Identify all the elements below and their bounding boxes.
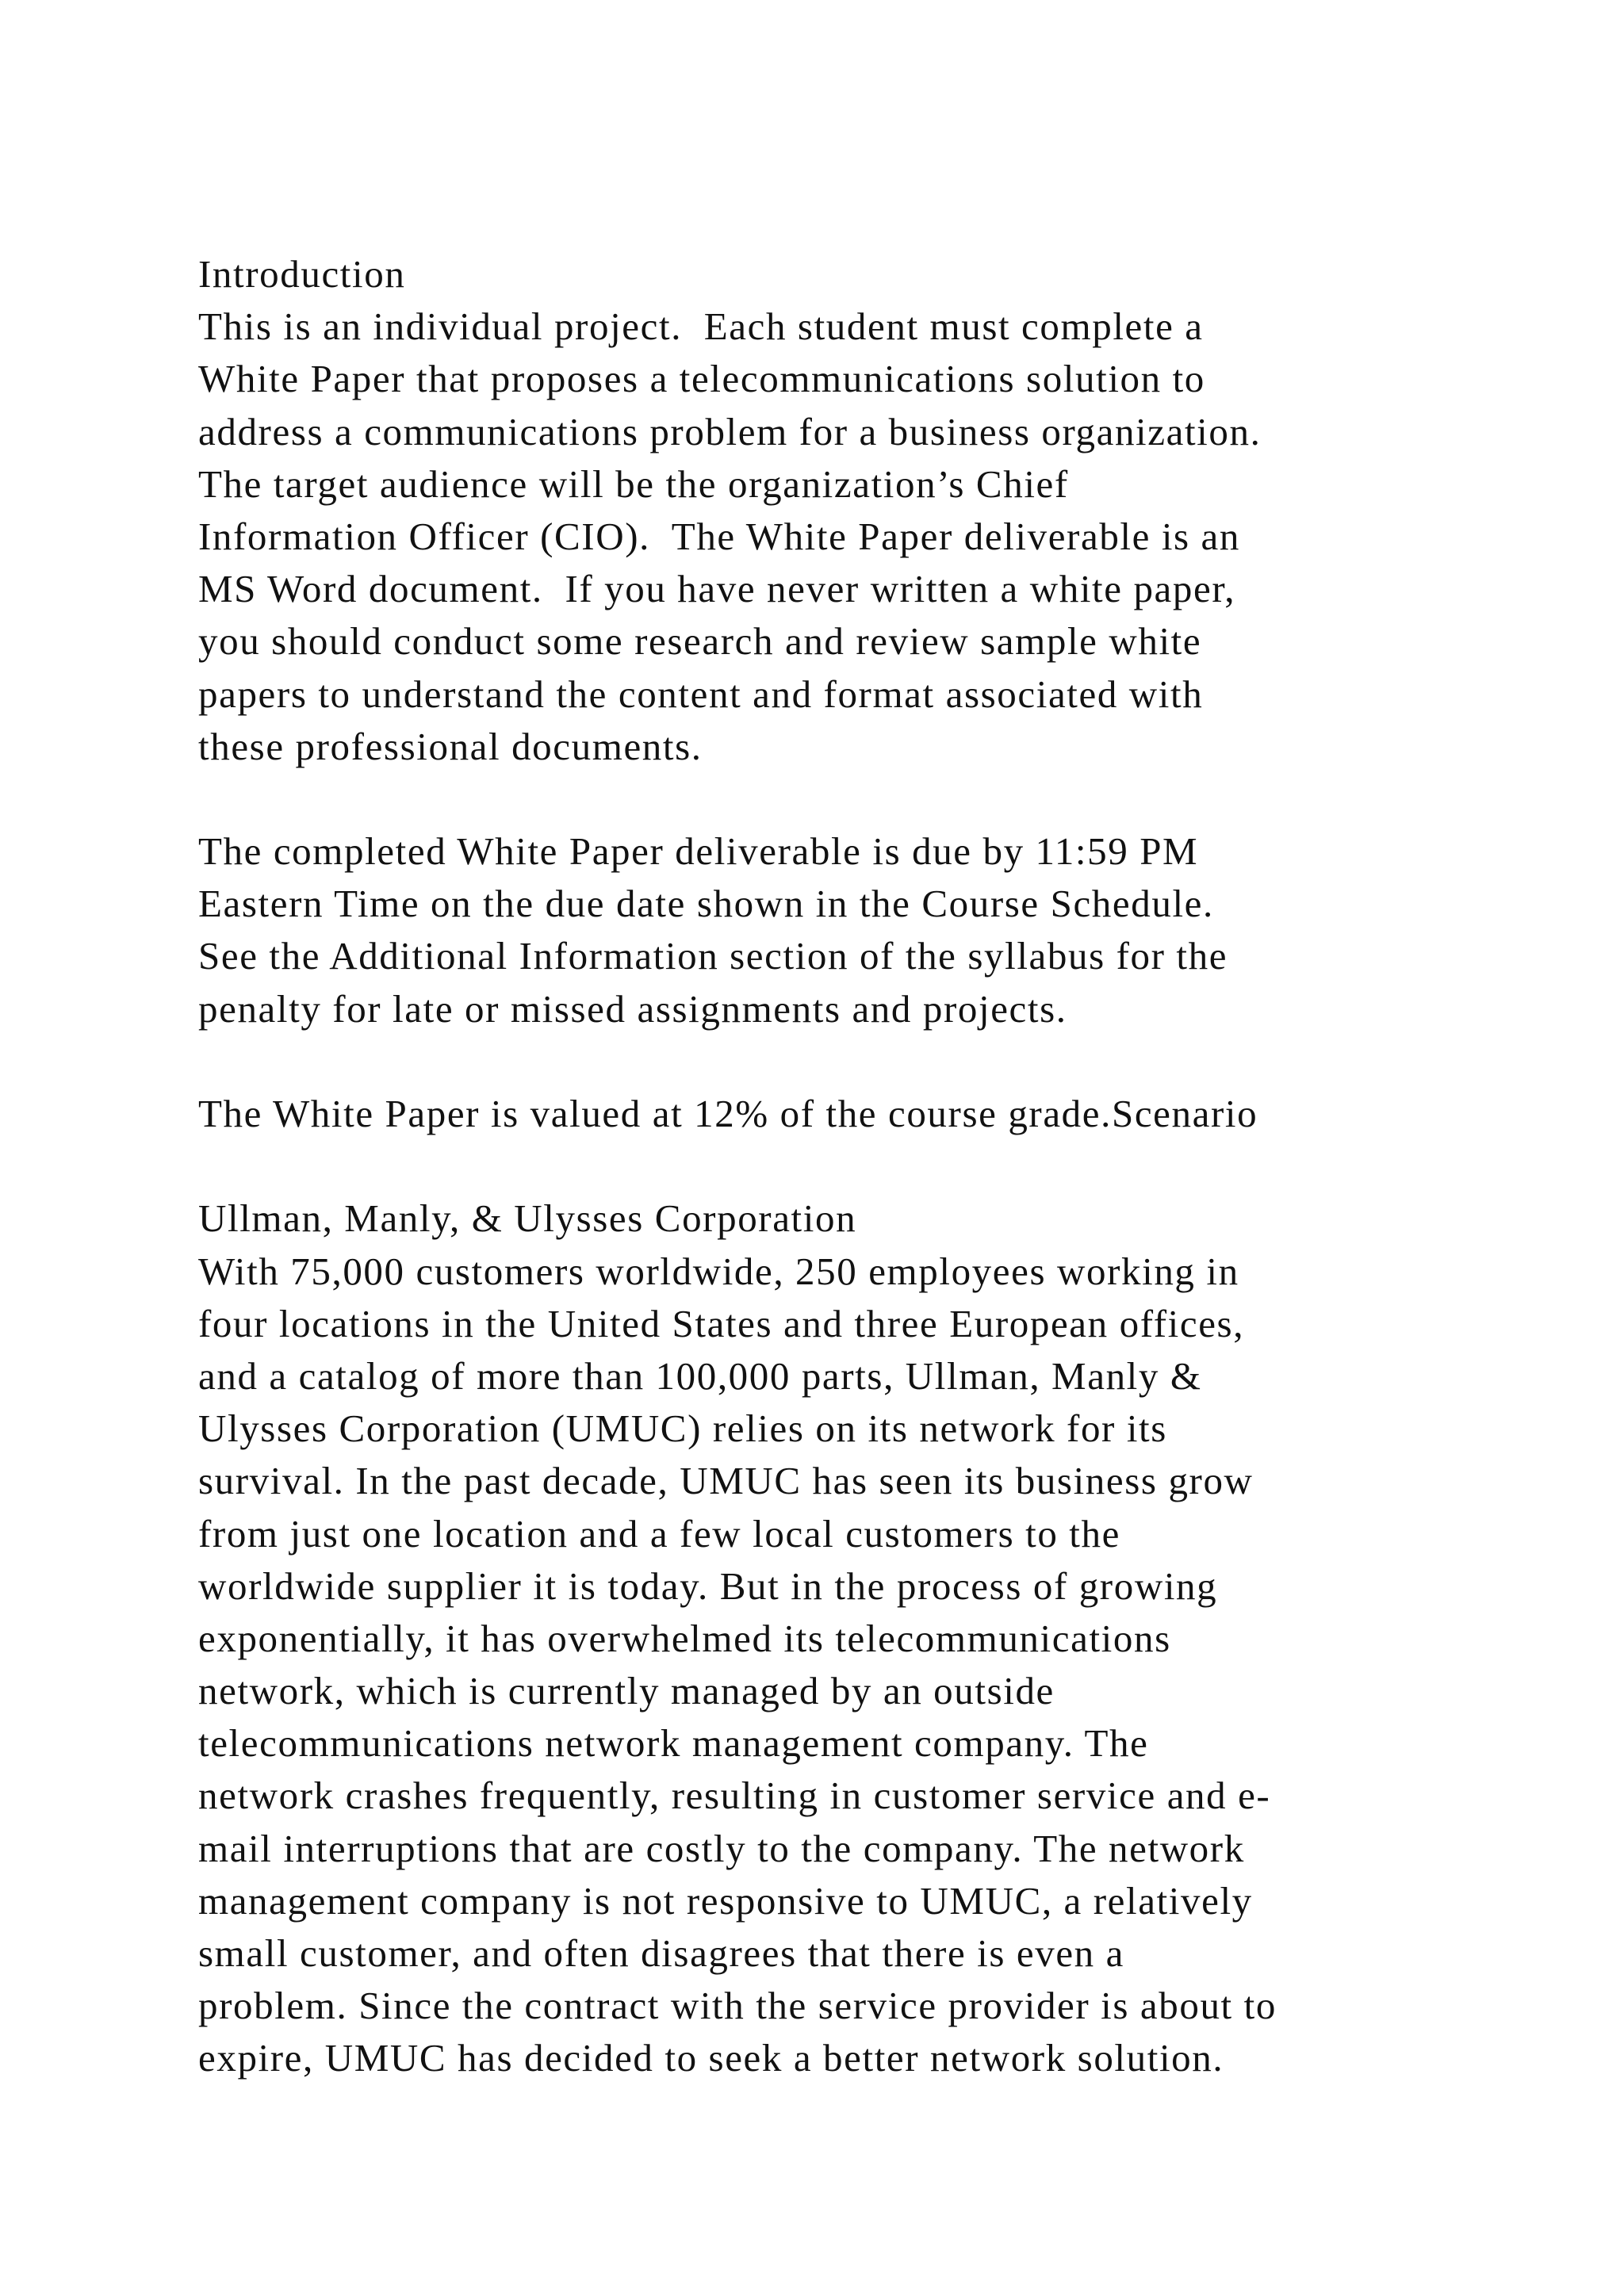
text-line: management company is not responsive to UMUC, a relatively [198, 1878, 1253, 1923]
text-line: and a catalog of more than 100,000 parts, Ullman, Manly & [198, 1353, 1202, 1398]
text-line: from just one location and a few local customers to the [198, 1511, 1120, 1556]
text-line: Information Officer (CIO). The White Paper deliverable is an [198, 514, 1241, 558]
text-line: small customer, and often disagrees that there is even a [198, 1931, 1124, 1975]
text-line: problem. Since the contract with the service provider is about to [198, 1984, 1277, 2028]
text-line: The target audience will be the organization’s Chief [198, 461, 1069, 506]
text-line: This is an individual project. Each student must complete a [198, 304, 1204, 349]
document-body [198, 248, 1594, 2085]
text-line: worldwide supplier it is today. But in the process of growing [198, 1563, 1218, 1608]
text-line: expire, UMUC has decided to seek a better network solution. [198, 2036, 1224, 2080]
text-line: With 75,000 customers worldwide, 250 employees working in [198, 1249, 1239, 1293]
text-line: network, which is currently managed by an outside [198, 1669, 1055, 1713]
text-line: network crashes frequently, resulting in customer service and e- [198, 1774, 1271, 1818]
text-line: telecommunications network management company. The [198, 1721, 1149, 1766]
text-line: papers to understand the content and format associated with [198, 672, 1204, 716]
text-line: Introduction [198, 252, 406, 296]
text-line: White Paper that proposes a telecommunications solution to [198, 357, 1205, 401]
text-line: exponentially, it has overwhelmed its telecommunications [198, 1616, 1171, 1660]
text-line: Ulysses Corporation (UMUC) relies on its network for its [198, 1406, 1167, 1451]
text-line: The completed White Paper deliverable is due by 11:59 PM [198, 829, 1199, 874]
blank-line [198, 1035, 1594, 1088]
blank-line [198, 773, 1594, 825]
text-line: these professional documents. [198, 724, 703, 768]
text-line: The White Paper is valued at 12% of the course grade.Scenario [198, 1092, 1258, 1135]
text-line: survival. In the past decade, UMUC has seen its business grow [198, 1459, 1254, 1503]
text-line: address a communications problem for a business organization. [198, 409, 1262, 453]
text-line: See the Additional Information section of the syllabus for the [198, 934, 1228, 978]
blank-line [198, 1140, 1594, 1192]
text-line: mail interruptions that are costly to the company. The network [198, 1826, 1245, 1870]
text-line: Eastern Time on the due date shown in the Course Schedule. [198, 882, 1214, 926]
text-line: four locations in the United States and three European offices, [198, 1301, 1245, 1345]
section-heading: Ullman, Manly, & Ulysses Corporation [198, 1196, 857, 1241]
text-line: MS Word document. If you have never written a white paper, [198, 567, 1236, 611]
text-line: penalty for late or missed assignments and projects. [198, 986, 1067, 1031]
text-line: you should conduct some research and review sample white [198, 619, 1202, 664]
